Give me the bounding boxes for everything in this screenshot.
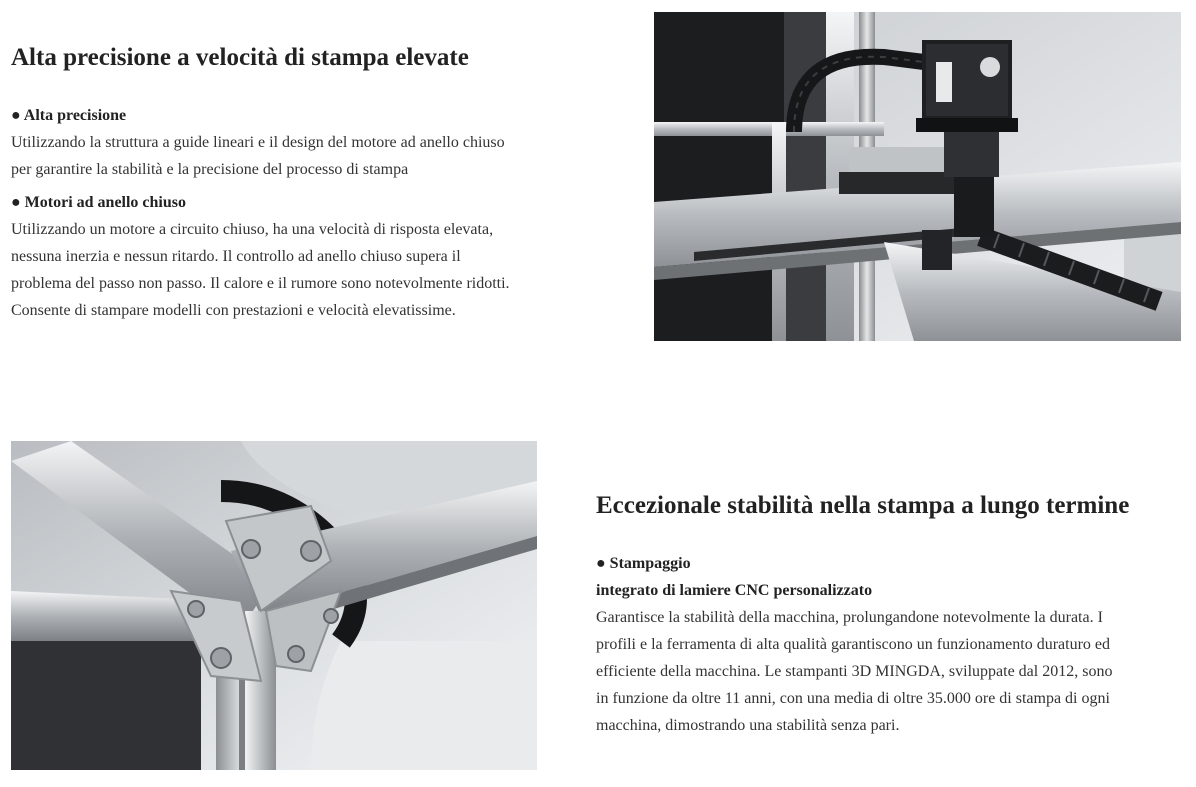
feature-closed-loop-motors [11,189,611,324]
feature-line: Garantisce la stabilità della macchina, prolungandone notevolmente la durata. I [596,609,1103,626]
feature-title: ● Motori ad anello chiuso [11,194,186,211]
feature-title: ● Stampaggio [596,555,691,572]
feature-line: nessuna inerzia e nessun ritardo. Il controllo ad anello chiuso supera il [11,248,461,265]
feature-title: ● Alta precisione [11,107,127,124]
feature-subtitle: integrato di lamiere CNC personalizzato [596,582,873,599]
feature-line: in funzione da oltre 11 anni, con una media di oltre 35.000 ore di stampa di ogni [596,690,1110,707]
precision-section [11,40,611,324]
feature-description [596,604,1186,739]
feature-high-precision [11,102,611,183]
aluminum-frame-corner-photo [11,441,537,770]
feature-line: problema del passo non passo. Il calore e il rumore sono notevolmente ridotti. [11,275,510,292]
feature-line: Consente di stampare modelli con prestazioni e velocità elevatissime. [11,302,456,319]
stability-heading: Eccezionale stabilità nella stampa a lungo termine [596,492,1130,519]
stability-features [596,550,1186,739]
feature-description [11,129,611,183]
feature-line: profili e la ferramenta di alta qualità garantiscono un funzionamento duraturo ed [596,636,1111,653]
stability-section [596,488,1186,739]
feature-cnc-sheet-metal [596,550,1186,739]
feature-line: Utilizzando un motore a circuito chiuso, ha una velocità di risposta elevata, [11,221,494,238]
feature-line: efficiente della macchina. Le stampanti 3D MINGDA, sviluppate dal 2012, sono [596,663,1113,680]
feature-description [11,216,611,324]
frame-corner-illustration [11,441,537,770]
feature-line: per garantire la stabilità e la precisione del processo di stampa [11,161,409,178]
feature-line: macchina, dimostrando una stabilità senza pari. [596,717,900,734]
precision-features [11,102,611,324]
motor-gantry-illustration [654,12,1181,341]
precision-heading: Alta precisione a velocità di stampa elevate [11,44,469,71]
feature-line: Utilizzando la struttura a guide lineari e il design del motore ad anello chiuso [11,134,505,151]
printer-motor-gantry-photo [654,12,1181,341]
